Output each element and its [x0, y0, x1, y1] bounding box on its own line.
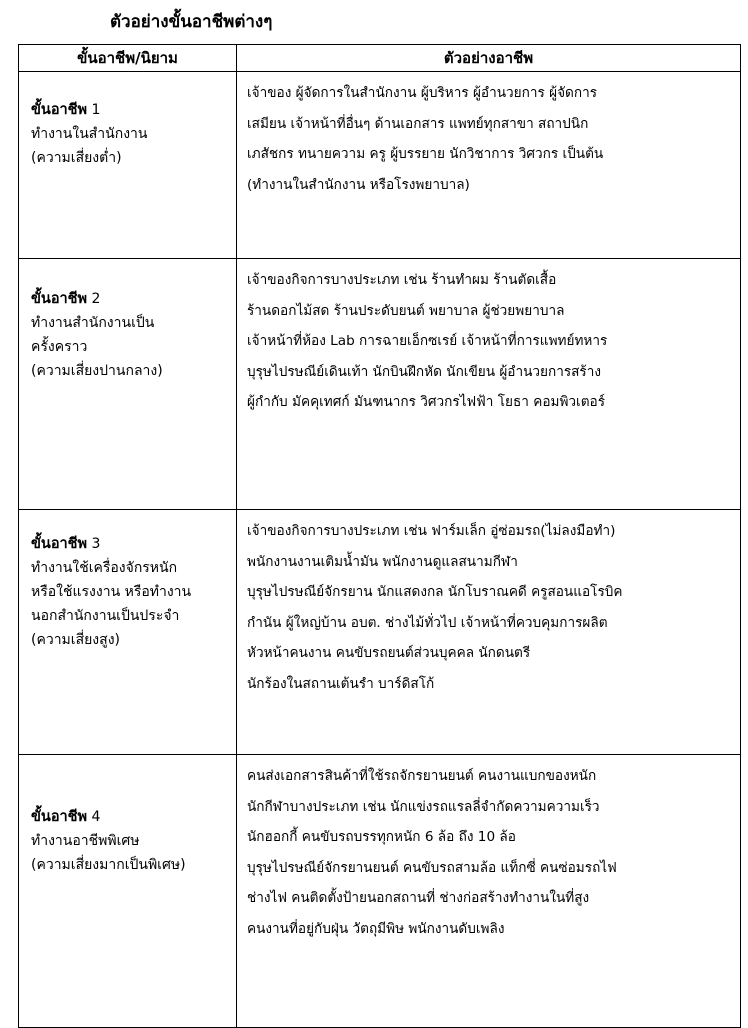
- example-line: (ทำงานในสำนักงาน หรือโรงพยาบาล): [247, 176, 470, 193]
- level-cell: [19, 755, 237, 1028]
- examples-cell: [237, 510, 741, 755]
- header-example-occupations: ตัวอย่างอาชีพ: [237, 45, 741, 72]
- example-line: เจ้าของกิจการบางประเภท เช่น ร้านทำผม ร้านตัดเสื้อ: [247, 272, 557, 288]
- example-line: บุรุษไปรษณีย์จักรยาน นักแสดงกล นักโบราณคดี ครูสอนแอโรบิค: [247, 584, 623, 600]
- examples-cell: [237, 755, 741, 1028]
- example-line: หัวหน้าคนงาน คนขับรถยนต์ส่วนบุคคล นักดนตรี: [247, 645, 531, 661]
- definition-line: ครั้งคราว: [31, 339, 88, 355]
- level-cell: [19, 72, 237, 259]
- example-line: กำนัน ผู้ใหญ่บ้าน อบต. ช่างไม้ทั่วไป เจ้าหน้าที่ควบคุมการผลิต: [247, 614, 608, 631]
- example-line: เภสัชกร ทนายความ ครู ผู้บรรยาย นักวิชาการ วิศวกร เป็นต้น: [247, 146, 604, 162]
- example-line: ผู้กำกับ มัคคุเทศก์ มันฑนากร วิศวกรไฟฟ้า โยธา คอมพิวเตอร์: [247, 394, 605, 410]
- level-number: 2: [91, 291, 101, 307]
- level-heading: [31, 287, 228, 311]
- example-line: เจ้าของกิจการบางประเภท เช่น ฟาร์มเล็ก อู่ซ่อมรถ(ไม่ลงมือทำ): [247, 523, 616, 539]
- level-cell: [19, 259, 237, 510]
- level-number: 3: [91, 536, 101, 552]
- example-line: เจ้าหน้าที่ห้อง Lab การฉายเอ็กซเรย์ เจ้าหน้าที่การแพทย์ทหาร: [247, 333, 608, 349]
- example-line: เสมียน เจ้าหน้าที่อื่นๆ ด้านเอกสาร แพทย์ทุกสาขา สถาปนิก: [247, 115, 589, 132]
- examples-cell: [237, 259, 741, 510]
- level-heading: [31, 805, 228, 829]
- example-line: นักร้องในสถานเต้นรำ บาร์ดิสโก้: [247, 675, 435, 692]
- example-line: ร้านดอกไม้สด ร้านประดับยนต์ พยาบาล ผู้ช่วยพยาบาล: [247, 302, 565, 319]
- level-label: ขั้นอาชีพ: [31, 291, 88, 307]
- example-line: คนส่งเอกสารสินค้าที่ใช้รถจักรยานยนต์ คนงานแบกของหนัก: [247, 768, 597, 784]
- example-line: นักกีฬาบางประเภท เช่น นักแข่งรถแรลลี่จำกัดความความเร็ว: [247, 798, 600, 815]
- table-row: [19, 755, 741, 1028]
- level-cell: [19, 510, 237, 755]
- level-heading: [31, 98, 228, 122]
- example-line: เจ้าของ ผู้จัดการในสำนักงาน ผู้บริหาร ผู้อำนวยการ ผู้จัดการ: [247, 85, 598, 101]
- definition-line: ทำงานสำนักงานเป็น: [31, 315, 155, 331]
- table-row: [19, 259, 741, 510]
- level-number: 1: [91, 102, 101, 118]
- example-line: ช่างไฟ คนติดตั้งป้ายนอกสถานที่ ช่างก่อสร้างทำงานในที่สูง: [247, 890, 590, 906]
- definition-line: ทำงานอาชีพพิเศษ: [31, 833, 140, 849]
- page-title: ตัวอย่างขั้นอาชีพต่างๆ: [110, 12, 273, 32]
- level-heading: [31, 532, 228, 556]
- example-line: บุรุษไปรษณีย์เดินเท้า นักบินฝึกหัด นักเขียน ผู้อำนวยการสร้าง: [247, 363, 602, 380]
- level-label: ขั้นอาชีพ: [31, 536, 88, 552]
- table-row: [19, 72, 741, 259]
- example-line: นักฮอกกี้ คนขับรถบรรทุกหนัก 6 ล้อ ถึง 10 ล้อ: [247, 829, 516, 845]
- example-line: บุรุษไปรษณีย์จักรยานยนต์ คนขับรถสามล้อ แท็กซี่ คนซ่อมรถไฟ: [247, 859, 617, 876]
- definition-line: ทำงานใช้เครื่องจักรหนัก: [31, 560, 178, 576]
- example-line: พนักงานงานเติมน้ำมัน พนักงานดูแลสนามกีฬา: [247, 553, 518, 570]
- level-label: ขั้นอาชีพ: [31, 102, 88, 118]
- example-line: คนงานที่อยู่กับฝุ่น วัตถุมีพิษ พนักงานดับเพลิง: [247, 920, 505, 937]
- definition-line: (ความเสี่ยงปานกลาง): [31, 363, 163, 379]
- table-row: [19, 510, 741, 755]
- definition-line: หรือใช้แรงงาน หรือทำงาน: [31, 584, 192, 600]
- definition-line: นอกสำนักงานเป็นประจำ: [31, 608, 180, 624]
- definition-line: (ความเสี่ยงมากเป็นพิเศษ): [31, 857, 186, 873]
- definition-line: (ความเสี่ยงสูง): [31, 632, 120, 648]
- definition-line: ทำงานในสำนักงาน: [31, 126, 148, 142]
- definition-line: (ความเสี่ยงต่ำ): [31, 150, 122, 166]
- examples-cell: [237, 72, 741, 259]
- table-header-row: [19, 45, 741, 72]
- level-number: 4: [91, 809, 101, 825]
- level-label: ขั้นอาชีพ: [31, 809, 88, 825]
- header-level-definition: ขั้นอาชีพ/นิยาม: [19, 45, 237, 72]
- occupation-level-table: [18, 44, 741, 1028]
